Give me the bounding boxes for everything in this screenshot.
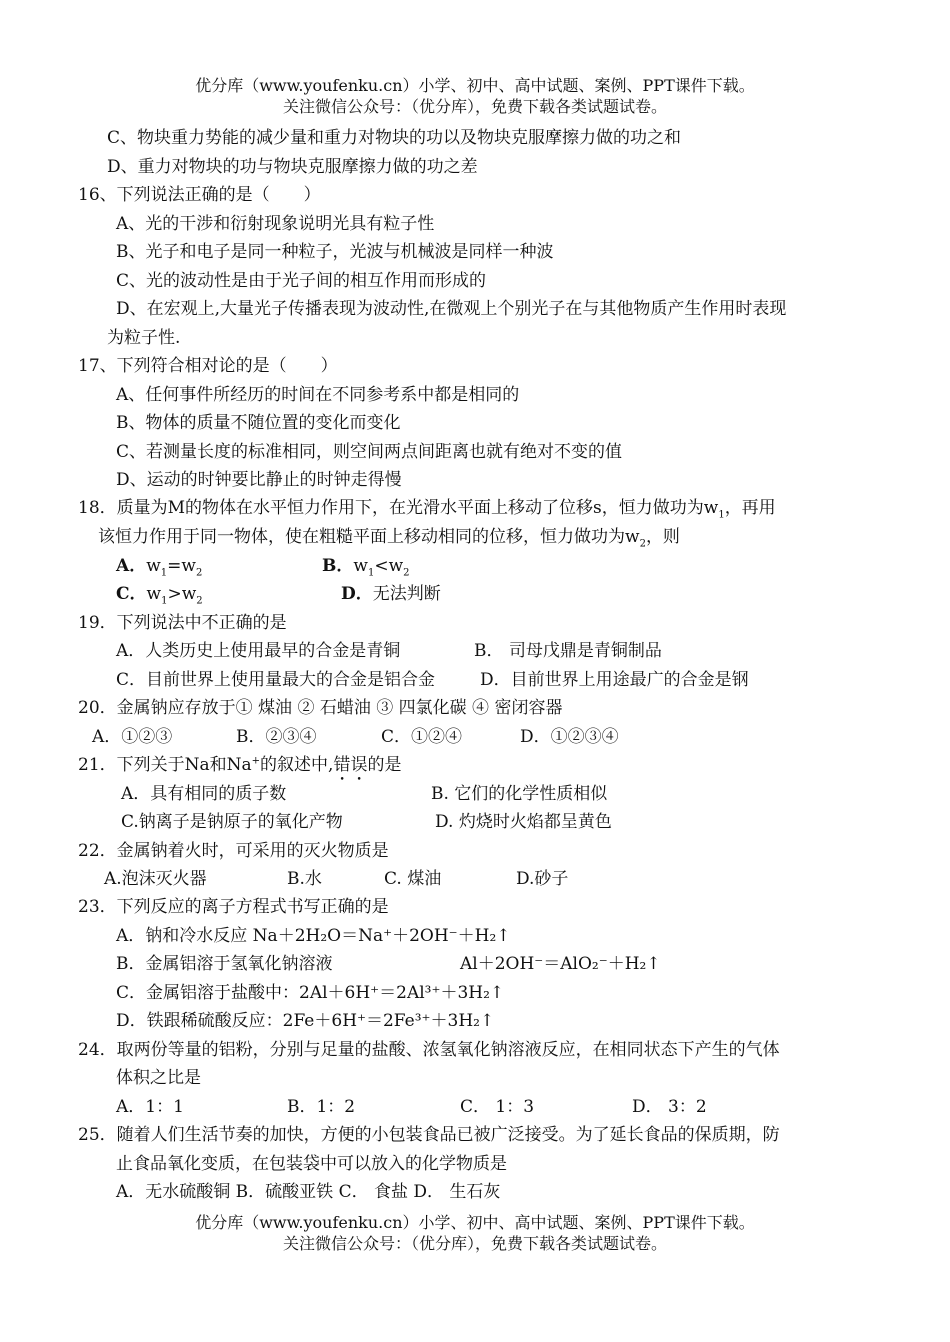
q22-option-a: A.泡沫灭火器 [104,869,207,889]
q20-option-c: C．①②④ [381,727,463,747]
q18-option-a [116,555,202,577]
option-label: A． [116,556,147,576]
q16-option-a: A、光的干涉和衍射现象说明光具有粒子性 [116,214,435,234]
q16-option-d-line2: 为粒子性. [107,328,181,348]
q23-option-b-equation: Al＋2OH⁻＝AlO₂⁻＋H₂↑ [460,954,661,974]
q21-stem [78,754,401,785]
q18-stem-text: 该恒力作用于同一物体，使在粗糙平面上移动相同的位移，恒力做功为w [98,527,640,547]
q16-option-b: B、光子和电子是同一种粒子，光波与机械波是同样一种波 [116,242,554,262]
q18-stem-line1 [78,497,776,519]
q24-stem-line2: 体积之比是 [116,1068,201,1088]
q21-option-a: A．具有相同的质子数 [121,784,287,804]
q21-superscript: + [251,755,261,767]
q18-subscript: 2 [639,538,646,550]
q18-subscript: 1 [160,567,168,579]
option-label: B． [322,556,354,576]
q19-stem: 19．下列说法中不正确的是 [78,613,287,633]
q18-subscript: 2 [196,595,203,607]
footer-line-2: 关注微信公众号：（优分库），免费下载各类试题试卷。 [282,1234,667,1253]
q21-stem-text: 的叙述中, [260,755,334,775]
q18-stem-text: ，则 [645,527,680,547]
q24-option-b: B．1：2 [287,1097,356,1117]
q18-subscript: 2 [195,567,203,579]
q21-emphasis: 错误 [333,755,368,775]
q20-stem: 20．金属钠应存放于① 煤油 ② 石蜡油 ③ 四氯化碳 ④ 密闭容器 [78,698,563,718]
q17-option-a: A、任何事件所经历的时间在不同参考系中都是相同的 [116,385,520,405]
q21-option-b: B. 它们的化学性质相似 [431,784,608,804]
q25-stem-line2: 止食品氧化变质，在包装袋中可以放入的化学物质是 [116,1154,507,1174]
q24-option-a: A．1：1 [116,1097,184,1117]
q19-option-b: B． 司母戊鼎是青铜制品 [474,641,662,661]
q24-option-d: D． 3：2 [632,1097,707,1117]
operator: = [167,556,182,576]
header-line-2: 关注微信公众号：（优分库），免费下载各类试题试卷。 [282,97,667,116]
q17-option-c: C、若测量长度的标准相同，则空间两点间距离也就有绝对不变的值 [116,442,623,462]
q19-option-c: C．目前世界上使用量最大的合金是铝合金 [116,670,436,690]
q18-subscript: 2 [403,567,410,579]
option-text: 无法判断 [372,584,441,604]
q15-option-c: C、物块重力势能的减少量和重力对物块的功以及物块克服摩擦力做的功之和 [107,128,682,148]
q18-option-c [116,583,203,605]
q20-option-a: A．①②③ [92,727,173,747]
q25-stem-line1: 25．随着人们生活节奏的加快，方便的小包装食品已被广泛接受。为了延长食品的保质期，防 [78,1125,780,1145]
q24-stem-line1: 24．取两份等量的铝粉，分别与足量的盐酸、浓氢氧化钠溶液反应，在相同状态下产生的气体 [78,1040,780,1060]
q23-option-d: D．铁跟稀硫酸反应：2Fe＋6H⁺＝2Fe³⁺＋3H₂↑ [116,1011,495,1031]
q23-option-c: C．金属铝溶于盐酸中：2Al＋6H⁺＝2Al³⁺＋3H₂↑ [116,983,505,1003]
w-symbol: w [146,584,162,604]
q19-option-a: A．人类历史上使用最早的合金是青铜 [116,641,401,661]
q21-option-d: D. 灼烧时火焰都呈黄色 [435,812,612,832]
option-label: C． [116,584,147,604]
q18-subscript: 1 [161,595,168,607]
w-symbol: w [181,584,197,604]
q20-option-b: B．②③④ [236,727,317,747]
q17-stem: 17、下列符合相对论的是（ ） [78,356,338,376]
q18-subscript: 1 [367,567,375,579]
q18-option-d [341,583,441,605]
footer-line-1: 优分库（www.youfenku.cn）小学、初中、高中试题、案例、PPT课件下载。 [195,1213,755,1232]
q21-stem-text: 的是 [367,755,402,775]
q21-option-c: C.钠离子是钠原子的氧化产物 [121,812,343,832]
q19-option-d: D．目前世界上用途最广的合金是钢 [480,670,749,690]
q18-stem-text: ，再用 [724,498,776,518]
q25-options: A．无水硫酸铜 B．硫酸亚铁 C． 食盐 D． 生石灰 [116,1182,501,1202]
q24-option-c: C． 1：3 [460,1097,535,1117]
q17-option-b: B、物体的质量不随位置的变化而变化 [116,413,401,433]
q16-option-d-line1: D、在宏观上,大量光子传播表现为波动性,在微观上个别光子在与其他物质产生作用时表现 [116,299,787,319]
q17-option-d: D、运动的时钟要比静止的时钟走得慢 [116,470,402,490]
q16-option-c: C、光的波动性是由于光子间的相互作用而形成的 [116,271,487,291]
q18-stem-line2 [98,526,680,548]
q22-option-d: D.砂子 [516,869,569,889]
option-label: D． [341,584,373,604]
operator: > [167,584,182,604]
q21-stem-text: 21．下列关于Na和Na [78,755,252,775]
q22-option-b: B.水 [287,869,322,889]
operator: < [374,556,389,576]
w-symbol: w [353,556,368,576]
q18-stem-text: 18．质量为M的物体在水平恒力作用下，在光滑水平面上移动了位移s，恒力做功为w [78,498,719,518]
header-line-1: 优分库（www.youfenku.cn）小学、初中、高中试题、案例、PPT课件下载。 [195,76,755,95]
q23-option-b-text: B．金属铝溶于氢氧化钠溶液 [116,954,333,974]
q23-option-a: A．钠和冷水反应 Na＋2H₂O＝Na⁺＋2OH⁻＋H₂↑ [116,926,511,946]
w-symbol: w [181,556,196,576]
q23-stem: 23．下列反应的离子方程式书写正确的是 [78,897,389,917]
q22-stem: 22．金属钠着火时，可采用的灭火物质是 [78,841,389,861]
w-symbol: w [146,556,161,576]
q22-option-c: C. 煤油 [384,869,442,889]
q20-option-d: D．①②③④ [520,727,619,747]
q15-option-d: D、重力对物块的功与物块克服摩擦力做的功之差 [107,157,478,177]
q16-stem: 16、下列说法正确的是（ ） [78,185,321,205]
q18-subscript: 1 [718,509,725,521]
q18-option-b [322,555,410,577]
w-symbol: w [388,556,404,576]
